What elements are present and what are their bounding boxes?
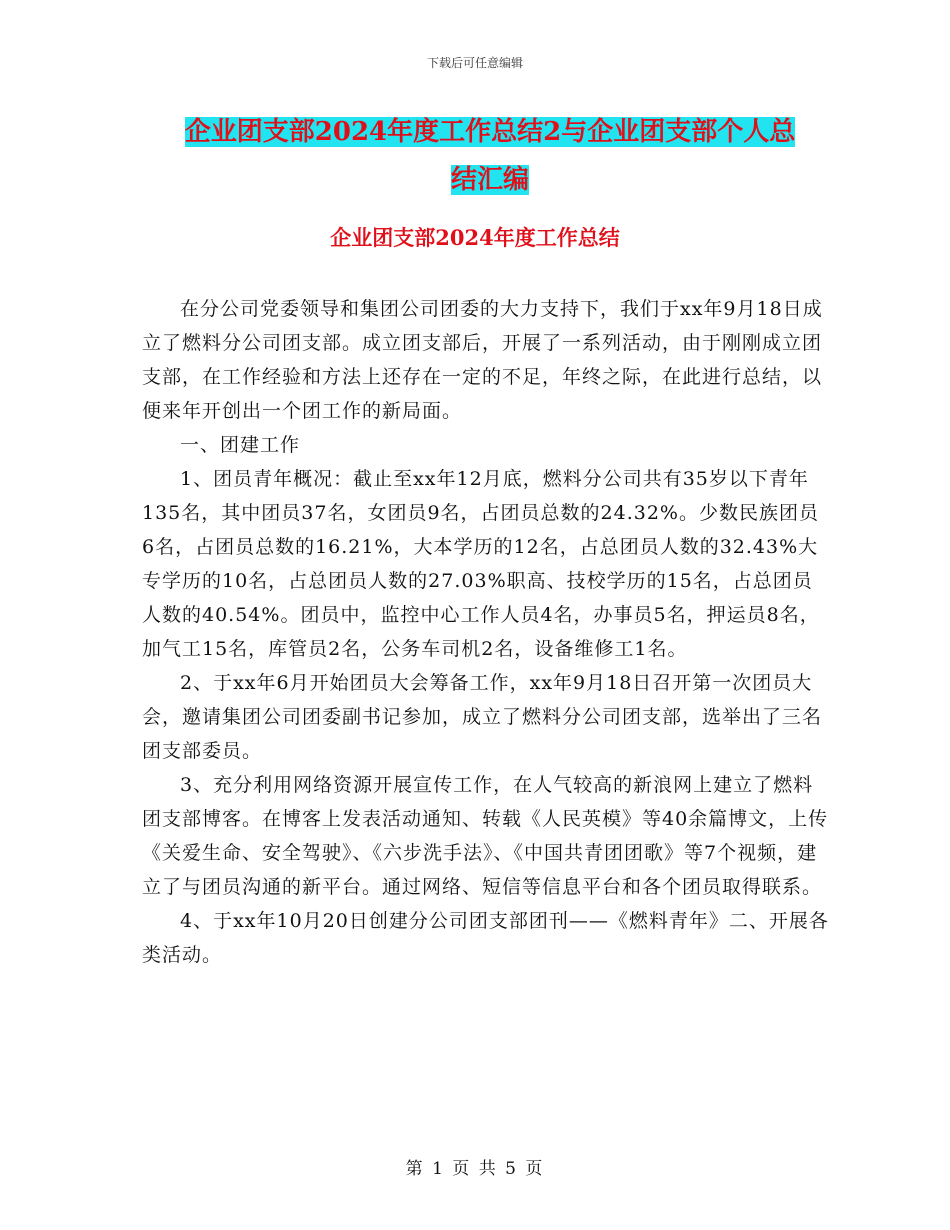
paragraph-item-2: 2、于xx年6月开始团员大会筹备工作，xx年9月18日召开第一次团员大会，邀请集团公司团委副书记参加，成立了燃料分公司团支部，选举出了三名团支部委员。 [142,672,823,762]
section-title: 企业团支部2024年度工作总结 [330,225,620,250]
document-title [150,108,830,204]
document-title-line-1: 企业团支部2024年度工作总结2与企业团支部个人总 [184,117,796,147]
page-footer: 第 1 页 共 5 页 [405,1159,545,1179]
document-title-line-2: 结汇编 [450,165,529,195]
document-body [142,292,832,972]
paragraph-intro: 在分公司党委领导和集团公司团委的大力支持下，我们于xx年9月18日成立了燃料分公司团支部。成立团支部后，开展了一系列活动，由于刚刚成立团支部，在工作经验和方法上还存在一定的不足，年终之际，在此进行总结，以便来年开创出一个团工作的新局面。 [142,298,823,422]
paragraph-item-3: 3、充分利用网络资源开展宣传工作，在人气较高的新浪网上建立了燃料团支部博客。在博客上发表活动通知、转载《人民英模》等40余篇博文，上传《关爱生命、安全驾驶》、《六步洗手法》、《中国共青团团歌》等7个视频，建立了与团员沟通的新平台。通过网络、短信等信息平台和各个团员取得联系。 [142,774,829,898]
paragraph-item-1: 1、团员青年概况：截止至xx年12月底，燃料分公司共有35岁以下青年135名，其中团员37名，女团员9名，占团员总数的24.32%。少数民族团员6名，占团员总数的16.21%，大本学历的12名，占总团员人数的32.43%大专学历的10名，占总团员人数的27.03%职高、技校学历的15名，占总团员人数的40.54%。团员中，监控中心工作人员4名，办事员5名，押运员8名，加气工15名，库管员2名，公务车司机2名，设备维修工1名。 [142,468,820,660]
paragraph-item-4: 4、于xx年10月20日创建分公司团支部团刊——《燃料青年》二、开展各类活动。 [142,910,829,966]
heading-team-building: 一、团建工作 [180,434,301,456]
header-note: 下载后可任意编辑 [426,56,523,70]
